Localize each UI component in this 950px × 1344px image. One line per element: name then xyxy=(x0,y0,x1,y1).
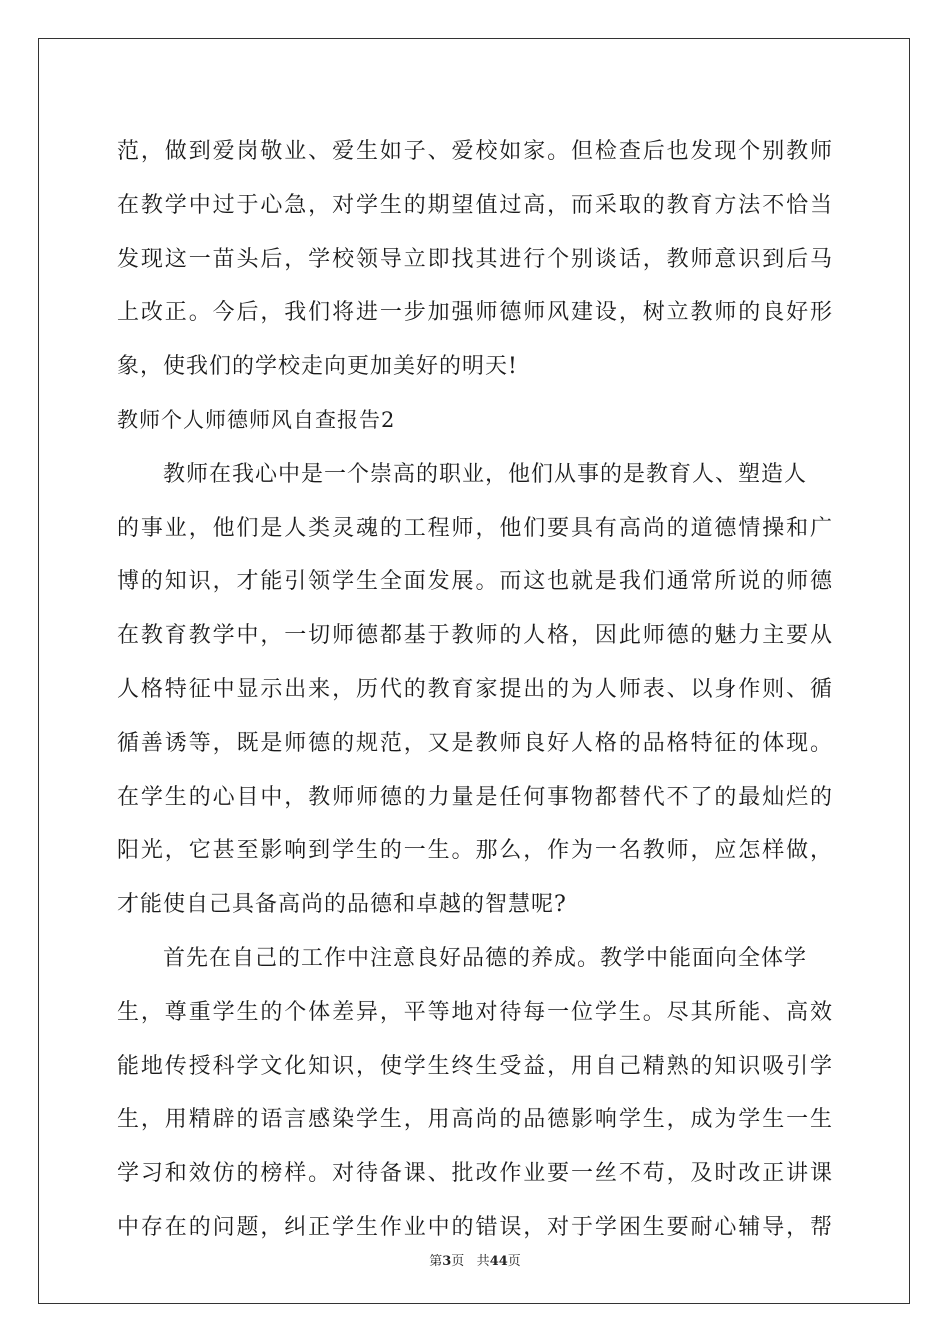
text-line: 象，使我们的学校走向更加美好的明天! xyxy=(117,354,518,380)
total-label-suffix: 页 xyxy=(507,1254,521,1269)
document-body xyxy=(117,125,833,1255)
text-line: 生，用精辟的语言感染学生，用高尚的品德影响学生，成为学生一生 xyxy=(117,1107,833,1133)
total-page-number: 44 xyxy=(489,1254,508,1269)
text-line: 才能使自己具备高尚的品德和卓越的智慧呢? xyxy=(117,892,567,918)
text-line: 发现这一苗头后，学校领导立即找其进行个别谈话，教师意识到后马 xyxy=(117,246,833,272)
text-line: 的事业，他们是人类灵魂的工程师，他们要具有高尚的道德情操和广 xyxy=(117,515,833,541)
text-line: 上改正。今后，我们将进一步加强师德师风建设，树立教师的良好形 xyxy=(117,300,833,326)
text-line: 在教育教学中，一切师德都基于教师的人格，因此师德的魅力主要从 xyxy=(117,623,833,649)
text-line: 循善诱等，既是师德的规范，又是教师良好人格的品格特征的体现。 xyxy=(117,730,833,756)
current-page-number: 3 xyxy=(442,1254,452,1269)
total-label-prefix: 共 xyxy=(476,1254,490,1269)
text-line: 范，做到爱岗敬业、爱生如子、爱校如家。但检查后也发现个别教师 xyxy=(117,139,833,164)
text-line: 在学生的心目中，教师师德的力量是任何事物都替代不了的最灿烂的 xyxy=(117,784,833,810)
section-heading: 教师个人师德师风自查报告2 xyxy=(117,407,396,432)
text-line: 能地传授科学文化知识，使学生终生受益，用自己精熟的知识吸引学 xyxy=(117,1053,833,1079)
text-line: 在教学中过于心急，对学生的期望值过高，而采取的教育方法不恰当 xyxy=(117,192,833,218)
text-line: 阳光，它甚至影响到学生的一生。那么，作为一名教师，应怎样做， xyxy=(117,838,833,864)
text-line: 博的知识，才能引领学生全面发展。而这也就是我们通常所说的师德 xyxy=(117,569,833,595)
text-line: 人格特征中显示出来，历代的教育家提出的为人师表、以身作则、循 xyxy=(117,676,833,702)
text-line: 中存在的问题，纠正学生作业中的错误，对于学困生要耐心辅导，帮 xyxy=(117,1214,833,1240)
text-line: 首先在自己的工作中注意良好品德的养成。教学中能面向全体学 xyxy=(163,945,808,971)
text-line: 学习和效仿的榜样。对待备课、批改作业要一丝不苟，及时改正讲课 xyxy=(117,1161,833,1187)
text-line: 生，尊重学生的个体差异，平等地对待每一位学生。尽其所能、高效 xyxy=(117,999,833,1025)
page-label-prefix: 第 xyxy=(429,1254,443,1269)
page-label-suffix: 页 xyxy=(451,1254,465,1269)
text-line: 教师在我心中是一个崇高的职业，他们从事的是教育人、塑造人 xyxy=(163,461,808,487)
page-footer xyxy=(0,1250,950,1269)
